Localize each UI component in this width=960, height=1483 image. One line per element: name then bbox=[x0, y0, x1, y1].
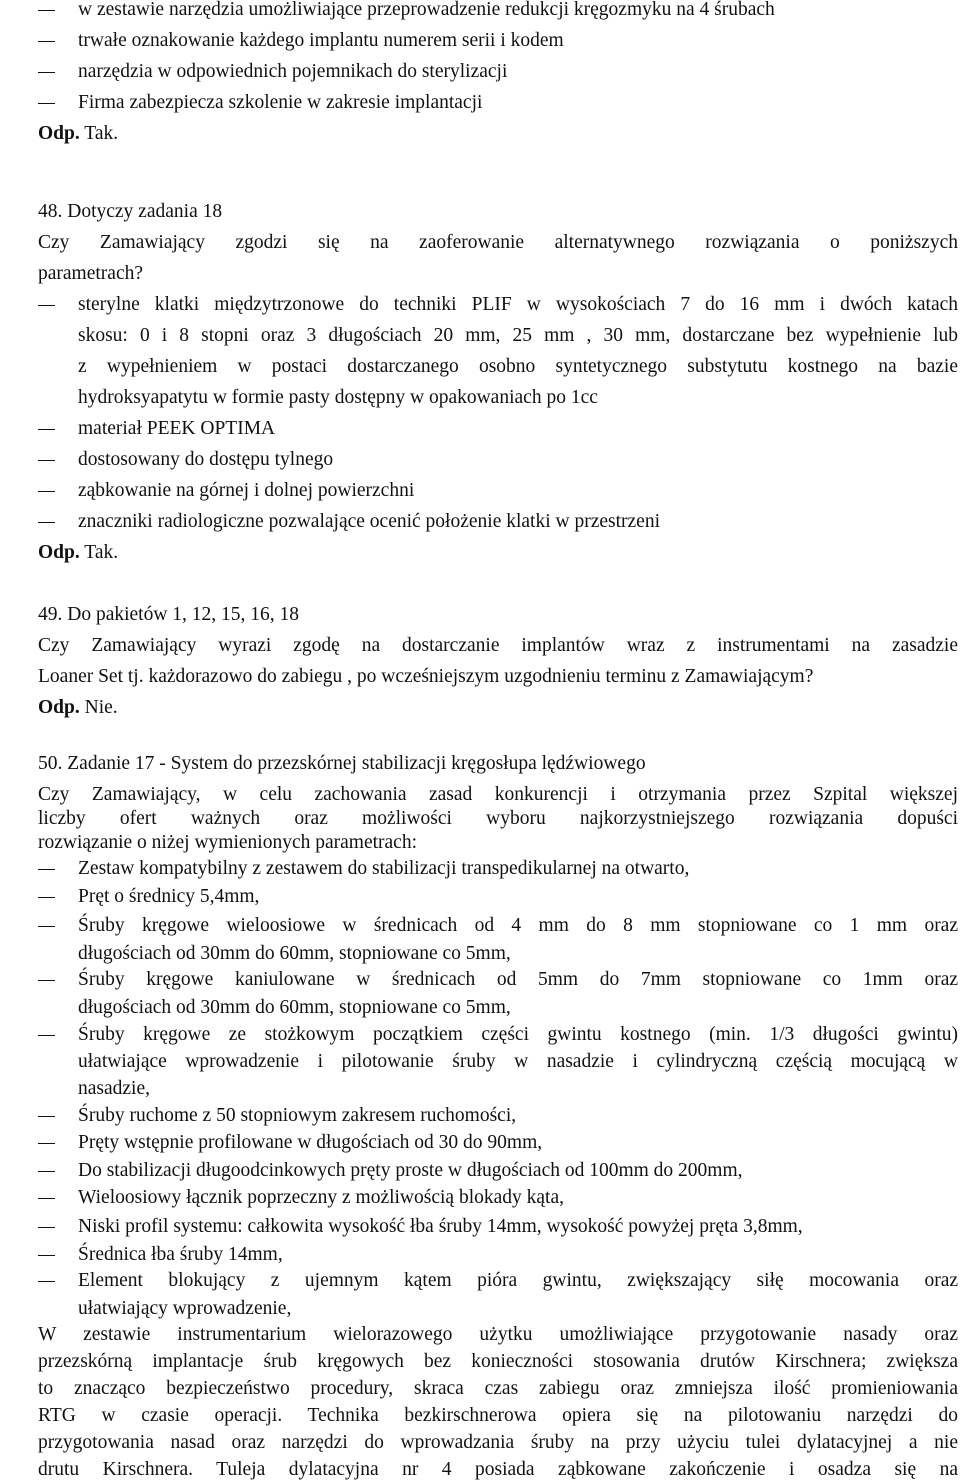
bullet-text: Firma zabezpiecza szkolenie w zakresie implantacji bbox=[78, 92, 483, 113]
bullet-item bbox=[38, 509, 958, 535]
bullet-text: ząbkowanie na górnej i dolnej powierzchni bbox=[78, 480, 415, 501]
bullet-item bbox=[38, 1242, 958, 1268]
text-line: ułatwiające wprowadzenie i pilotowanie śruby w nasadzie i cylindryczną częścią mocującą w bbox=[78, 1051, 958, 1072]
text-line: liczby ofert ważnych oraz możliwości wyboru najkorzystniejszego rozwiązania dopuści bbox=[38, 808, 958, 829]
bullet-item bbox=[38, 856, 958, 882]
bullet-item bbox=[38, 1268, 958, 1294]
text-line: parametrach? bbox=[38, 263, 144, 284]
answer-value: Tak. bbox=[84, 542, 119, 563]
bullet-item bbox=[38, 967, 958, 993]
text-line: Loaner Set tj. każdorazowo do zabiegu , po wcześniejszym uzgodnieniu terminu z Zamawiającym? bbox=[38, 666, 814, 687]
bullet-text: narzędzia w odpowiednich pojemnikach do sterylizacji bbox=[78, 61, 508, 82]
bullet-text: dostosowany do dostępu tylnego bbox=[78, 449, 334, 470]
bullet-text: Element blokujący z ujemnym kątem pióra gwintu, zwiększający siłę mocowania oraz bbox=[78, 1270, 958, 1291]
text-line: przygotowania nasad oraz narzędzi do wprowadzania śruby na przy użyciu tulei dylatacyjnej a nie bbox=[38, 1432, 958, 1453]
bullet-text: Pręt o średnicy 5,4mm, bbox=[78, 886, 260, 907]
bullet-text: Pręty wstępnie profilowane w długościach od 30 do 90mm, bbox=[78, 1132, 543, 1153]
bullet-text: Śruby kręgowe kaniulowane w średnicach od 5mm do 7mm stopniowane co 1mm oraz bbox=[78, 969, 958, 990]
text-line: RTG w czasie operacji. Technika bezkirschnerowa opiera się na pilotowaniu narzędzi do bbox=[38, 1405, 958, 1426]
text-line: długościach od 30mm do 60mm, stopniowane co 5mm, bbox=[78, 997, 511, 1018]
bullet-item bbox=[38, 1022, 958, 1048]
text-line: przezskórną implantacje śrub kręgowych bez konieczności stosowania drutów Kirschnera; zwiększa bbox=[38, 1351, 958, 1372]
bullet-text: Śruby ruchome z 50 stopniowym zakresem ruchomości, bbox=[78, 1105, 517, 1126]
bullet-text: znaczniki radiologiczne pozwalające ocenić położenie klatki w przestrzeni bbox=[78, 511, 661, 532]
answer-line bbox=[38, 695, 118, 721]
answer-label: Odp. bbox=[38, 542, 80, 563]
bullet-item bbox=[38, 1185, 958, 1211]
bullet-text: Śruby kręgowe wieloosiowe w średnicach od 4 mm do 8 mm stopniowane co 1 mm oraz bbox=[78, 915, 958, 936]
text-line: Czy Zamawiający zgodzi się na zaoferowanie alternatywnego rozwiązania o poniższych bbox=[38, 232, 958, 253]
bullet-text: Niski profil systemu: całkowita wysokość łba śruby 14mm, wysokość powyżej pręta 3,8mm, bbox=[78, 1216, 803, 1237]
bullet-item bbox=[38, 884, 958, 910]
answer-line bbox=[38, 121, 118, 147]
bullet-item bbox=[38, 292, 958, 318]
text-line: skosu: 0 i 8 stopni oraz 3 długościach 20 mm, 25 mm , 30 mm, dostarczane bez wypełnienie lub bbox=[78, 325, 958, 346]
text-line: Czy Zamawiający, w celu zachowania zasad konkurencji i otrzymania przez Szpital większej bbox=[38, 784, 958, 805]
text-line: z wypełnieniem w postaci dostarczanego osobno syntetycznego substytutu kostnego na bazie bbox=[78, 356, 958, 377]
text-line: drutu Kirschnera. Tuleja dylatacyjna nr 4 posiada ząbkowane zakończenie i osadza się na bbox=[38, 1459, 958, 1480]
text-line: 50. Zadanie 17 - System do przezskórnej stabilizacji kręgosłupa lędźwiowego bbox=[38, 753, 646, 774]
text-line: nasadzie, bbox=[78, 1078, 151, 1099]
text-line: Czy Zamawiający wyrazi zgodę na dostarczanie implantów wraz z instrumentami na zasadzie bbox=[38, 635, 958, 656]
bullet-item bbox=[38, 913, 958, 939]
answer-value: Tak. bbox=[84, 123, 119, 144]
bullet-item bbox=[38, 447, 958, 473]
bullet-text: sterylne klatki międzytrzonowe do techniki PLIF w wysokościach 7 do 16 mm i dwóch katach bbox=[78, 294, 958, 315]
bullet-text: trwałe oznakowanie każdego implantu numerem serii i kodem bbox=[78, 30, 564, 51]
bullet-item bbox=[38, 1130, 958, 1156]
bullet-item bbox=[38, 416, 958, 442]
bullet-text: Średnica łba śruby 14mm, bbox=[78, 1244, 283, 1265]
bullet-item bbox=[38, 28, 958, 54]
text-line: długościach od 30mm do 60mm, stopniowane co 5mm, bbox=[78, 943, 511, 964]
bullet-item bbox=[38, 478, 958, 504]
text-line: rozwiązanie o niżej wymienionych parametrach: bbox=[38, 832, 417, 853]
bullet-text: materiał PEEK OPTIMA bbox=[78, 418, 276, 439]
text-line: hydroksyapatytu w formie pasty dostępny w opakowaniach po 1cc bbox=[78, 387, 598, 408]
text-line: W zestawie instrumentarium wielorazowego użytku umożliwiające przygotowanie nasady oraz bbox=[38, 1324, 958, 1345]
bullet-text: w zestawie narzędzia umożliwiające przeprowadzenie redukcji kręgozmyku na 4 śrubach bbox=[78, 0, 775, 20]
text-line: to znacząco bezpieczeństwo procedury, skraca czas zabiegu oraz zmniejsza ilość promieniowania bbox=[38, 1378, 958, 1399]
answer-value: Nie. bbox=[84, 697, 118, 718]
text-line: 48. Dotyczy zadania 18 bbox=[38, 201, 223, 222]
bullet-item bbox=[38, 0, 958, 23]
bullet-item bbox=[38, 1214, 958, 1240]
bullet-item bbox=[38, 1103, 958, 1129]
bullet-text: Wieloosiowy łącznik poprzeczny z możliwością blokady kąta, bbox=[78, 1187, 565, 1208]
bullet-item bbox=[38, 1158, 958, 1184]
bullet-item bbox=[38, 59, 958, 85]
bullet-text: Do stabilizacji długoodcinkowych pręty proste w długościach od 100mm do 200mm, bbox=[78, 1160, 743, 1181]
text-line: 49. Do pakietów 1, 12, 15, 16, 18 bbox=[38, 604, 300, 625]
answer-line bbox=[38, 540, 118, 566]
bullet-item bbox=[38, 90, 958, 116]
bullet-text: Śruby kręgowe ze stożkowym początkiem części gwintu kostnego (min. 1/3 długości gwintu) bbox=[78, 1024, 958, 1045]
text-line: ułatwiający wprowadzenie, bbox=[78, 1298, 292, 1319]
answer-label: Odp. bbox=[38, 123, 80, 144]
answer-label: Odp. bbox=[38, 697, 80, 718]
bullet-text: Zestaw kompatybilny z zestawem do stabilizacji transpedikularnej na otwarto, bbox=[78, 858, 690, 879]
